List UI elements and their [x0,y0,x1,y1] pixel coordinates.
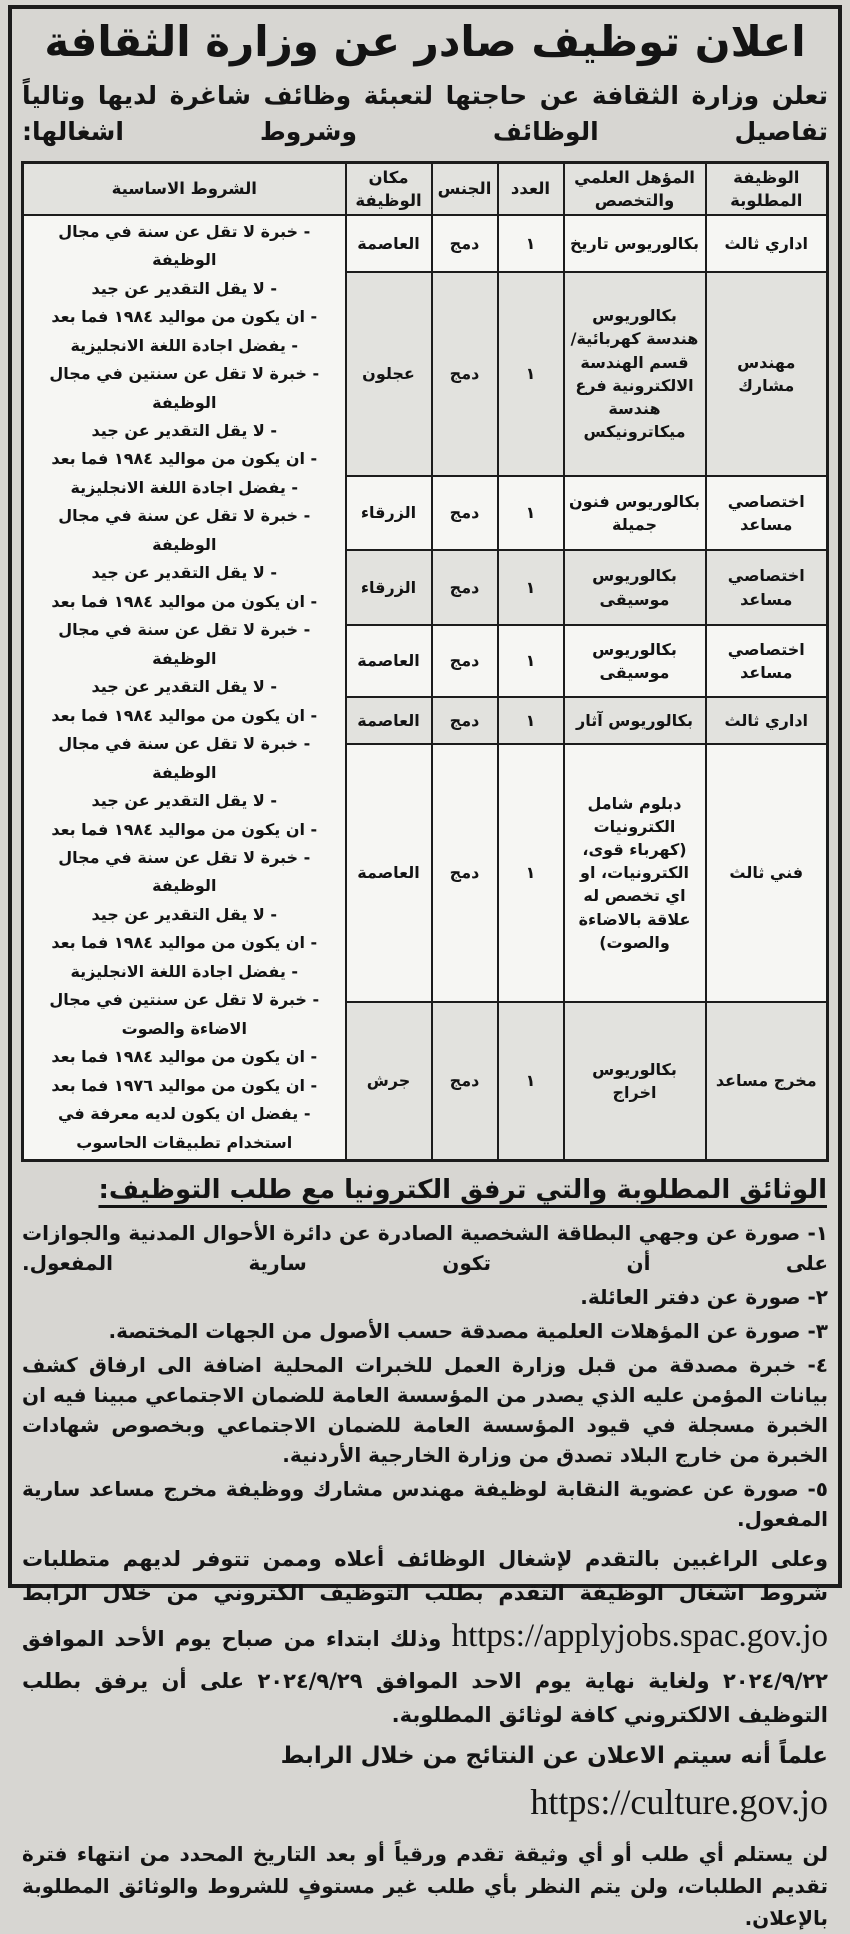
cell-location: العاصمة [346,215,432,272]
documents-heading: الوثائق المطلوبة والتي ترفق الكترونيا مع طلب التوظيف: [21,1175,827,1205]
cell-gender: دمج [432,550,498,625]
cell-location: العاصمة [346,744,432,1001]
announcement-frame [8,5,842,1588]
condition-item: - خبرة لا تقل عن سنة في مجال الوظيفة [28,730,341,787]
cell-count: ١ [498,744,564,1001]
cell-qualification: بكالوريوس فنون جميلة [564,476,706,551]
cell-gender: دمج [432,625,498,697]
cell-count: ١ [498,697,564,744]
condition-item: - ان يكون من مواليد ١٩٨٤ فما بعد [28,445,341,473]
cell-qualification: بكالوريوس هندسة كهربائية/ قسم الهندسة الالكترونية فرع هندسة ميكاترونيكس [564,272,706,476]
condition-item: - ان يكون من مواليد ١٩٨٤ فما بعد [28,929,341,957]
intro-paragraph: تعلن وزارة الثقافة عن حاجتها لتعبئة وظائف شاغرة لديها وتالياً تفاصيل الوظائف وشروط اشغالها: [22,78,828,151]
document-item: ٥- صورة عن عضوية النقابة لوظيفة مهندس مشارك ووظيفة مخرج مساعد سارية المفعول. [22,1474,828,1534]
condition-item: - يفضل اجادة اللغة الانجليزية [28,332,341,360]
cell-position: فني ثالث [706,744,828,1001]
cell-position: اختصاصي مساعد [706,625,828,697]
condition-item: - يفضل اجادة اللغة الانجليزية [28,474,341,502]
application-text-before: وعلى الراغبين بالتقدم لإشغال الوظائف أعلاه وممن تتوفر لديهم متطلبات شروط اشغال الوظيفة التقدم بطلب التوظيف الكتروني من خلال الرابط [22,1547,828,1605]
cell-qualification: بكالوريوس اخراج [564,1002,706,1161]
application-text-after: وذلك ابتداء من صباح يوم الأحد الموافق ٢٠٢٤/٩/٢٢ ولغاية نهاية يوم الاحد الموافق ٢٠٢٤/٩/٢٩ على أن يرفق بطلب التوظيف الالكتروني كافة لوثائق المطلوبة. [22,1627,828,1726]
condition-item: - يفضل ان يكون لديه معرفة في استخدام تطبيقات الحاسوب [28,1100,341,1157]
cell-count: ١ [498,476,564,551]
condition-item: - خبرة لا تقل عن سنة في مجال الوظيفة [28,844,341,901]
apply-url: https://applyjobs.spac.gov.jo [452,1618,828,1654]
cell-gender: دمج [432,476,498,551]
document-item: ٣- صورة عن المؤهلات العلمية مصدقة حسب الأصول من الجهات المختصة. [22,1316,828,1346]
table-row [23,215,828,272]
cell-location: عجلون [346,272,432,476]
condition-item: - لا يقل التقدير عن جيد [28,673,341,701]
cell-gender: دمج [432,744,498,1001]
results-paragraph [22,1738,828,1832]
condition-item: - لا يقل التقدير عن جيد [28,901,341,929]
cell-gender: دمج [432,215,498,272]
cell-location: الزرقاء [346,550,432,625]
document-item: ٤- خبرة مصدقة من قبل وزارة العمل للخبرات المحلية اضافة الى ارفاق كشف بيانات المؤمن عليه الذي يصدر من المؤسسة العامة للضمان الاجتماعي مبينا فيه ان الخبرة مسجلة في قيود المؤسسة العامة للضمان الاجتماعي وبخصوص شهادات الخبرة من خارج البلاد تصدق من وزارة الخارجية الأردنية. [22,1350,828,1470]
table-header-row [23,162,828,215]
cell-qualification: بكالوريوس آثار [564,697,706,744]
condition-item: - خبرة لا تقل عن سنة في مجال الوظيفة [28,218,341,275]
condition-item: - ان يكون من مواليد ١٩٨٤ فما بعد [28,303,341,331]
cell-gender: دمج [432,272,498,476]
condition-item: - لا يقل التقدير عن جيد [28,417,341,445]
document-item: ٢- صورة عن دفتر العائلة. [22,1282,828,1312]
application-paragraph [22,1542,828,1732]
cell-count: ١ [498,215,564,272]
cell-count: ١ [498,550,564,625]
condition-item: - ان يكون من مواليد ١٩٨٤ فما بعد [28,702,341,730]
header-position: الوظيفة المطلوبة [706,162,828,215]
condition-item: - لا يقل التقدير عن جيد [28,787,341,815]
cell-count: ١ [498,1002,564,1161]
condition-item: - خبرة لا تقل عن سنتين في مجال الاضاءة والصوت [28,986,341,1043]
conditions-cell [23,215,346,1161]
cell-position: اداري ثالث [706,215,828,272]
condition-item: - ان يكون من مواليد ١٩٧٦ فما بعد [28,1072,341,1100]
condition-item: - لا يقل التقدير عن جيد [28,275,341,303]
cell-qualification: بكالوريوس موسيقى [564,625,706,697]
cell-count: ١ [498,625,564,697]
cell-qualification: دبلوم شامل الكترونيات (كهرباء قوى، الكترونيات، او اي تخصص له علاقة بالاضاءة والصوت) [564,744,706,1001]
header-qualification: المؤهل العلمي والتخصص [564,162,706,215]
cell-position: اختصاصي مساعد [706,550,828,625]
cell-qualification: بكالوريوس تاريخ [564,215,706,272]
header-count: العدد [498,162,564,215]
cell-position: مهندس مشارك [706,272,828,476]
jobs-table [21,161,829,1163]
header-location: مكان الوظيفة [346,162,432,215]
page-title: اعلان توظيف صادر عن وزارة الثقافة [21,17,829,66]
header-conditions: الشروط الاساسية [23,162,346,215]
condition-item: - خبرة لا تقل عن سنة في مجال الوظيفة [28,502,341,559]
condition-item: - ان يكون من مواليد ١٩٨٤ فما بعد [28,1043,341,1071]
condition-item: - لا يقل التقدير عن جيد [28,559,341,587]
header-gender: الجنس [432,162,498,215]
cell-position: اداري ثالث [706,697,828,744]
results-url: https://culture.gov.jo [530,1782,828,1822]
condition-item: - ان يكون من مواليد ١٩٨٤ فما بعد [28,588,341,616]
cell-count: ١ [498,272,564,476]
cell-location: جرش [346,1002,432,1161]
condition-item: - يفضل اجادة اللغة الانجليزية [28,958,341,986]
condition-item: - ان يكون من مواليد ١٩٨٤ فما بعد [28,816,341,844]
cell-position: اختصاصي مساعد [706,476,828,551]
cell-position: مخرج مساعد [706,1002,828,1161]
cell-location: العاصمة [346,625,432,697]
cell-gender: دمج [432,697,498,744]
document-item: ١- صورة عن وجهي البطاقة الشخصية الصادرة عن دائرة الأحوال المدنية والجوازات على أن تكون سارية المفعول. [22,1218,828,1278]
condition-item: - خبرة لا تقل عن سنتين في مجال الوظيفة [28,360,341,417]
condition-item: - خبرة لا تقل عن سنة في مجال الوظيفة [28,616,341,673]
cell-location: العاصمة [346,697,432,744]
cell-location: الزرقاء [346,476,432,551]
cell-qualification: بكالوريوس موسيقى [564,550,706,625]
cell-gender: دمج [432,1002,498,1161]
final-note: لن يستلم أي طلب أو أي وثيقة تقدم ورقياً أو بعد التاريخ المحدد من انتهاء فترة تقديم الطلبات، ولن يتم النظر بأي طلب غير مستوفٍ للشروط والوثائق المطلوبة بالإعلان. [22,1838,828,1934]
results-text: علماً أنه سيتم الاعلان عن النتائج من خلال الرابط [281,1743,828,1769]
